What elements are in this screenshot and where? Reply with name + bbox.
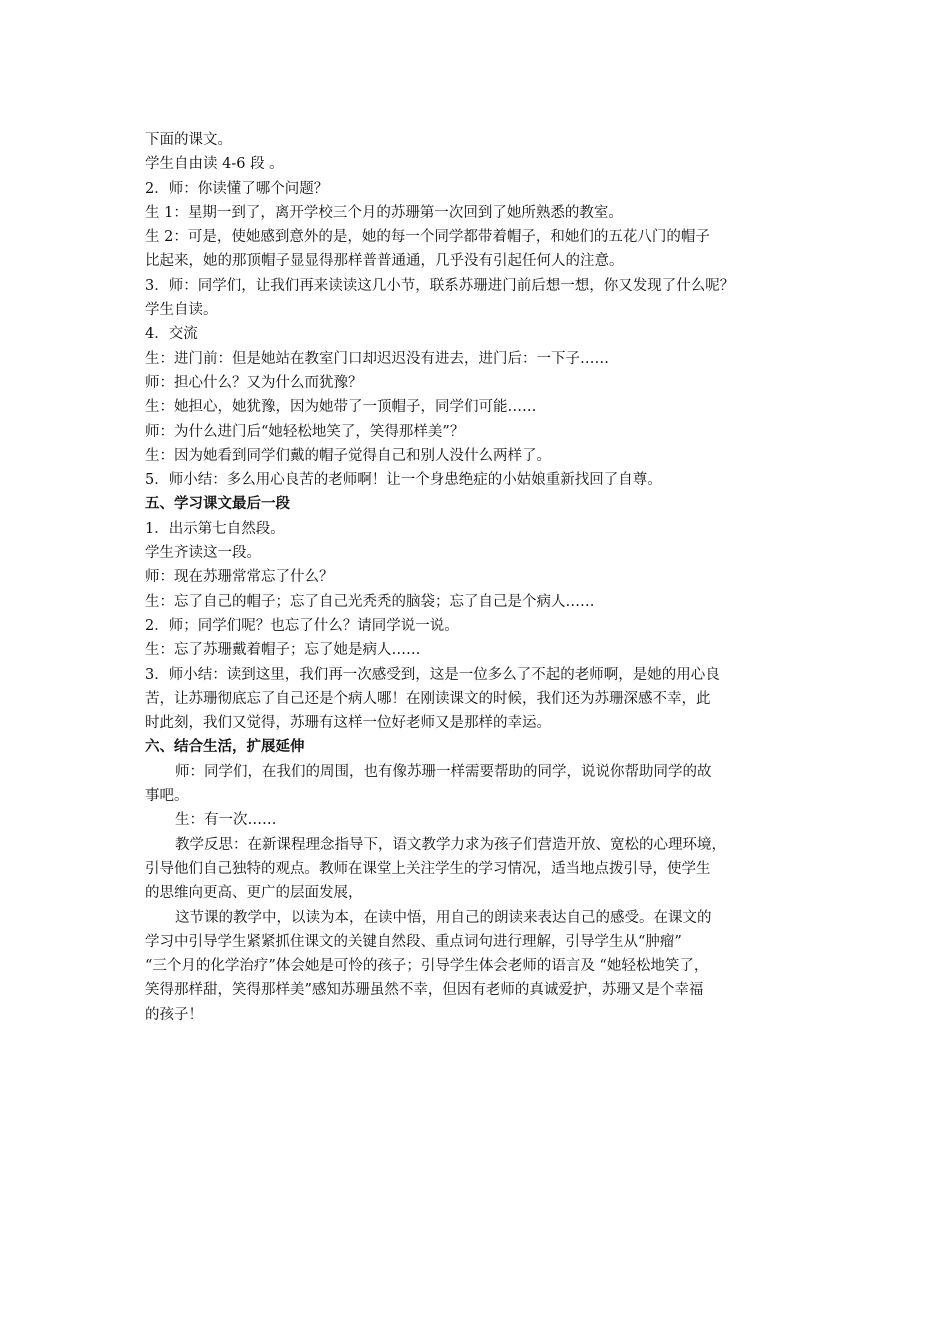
text-line: 师：担心什么？又为什么而犹豫？ bbox=[145, 374, 363, 391]
text-line: 生：有一次…… bbox=[175, 812, 277, 829]
text-line: 师：同学们，在我们的周围，也有像苏珊一样需要帮助的同学，说说你帮助同学的故 bbox=[175, 763, 712, 780]
text-line: 3．师小结：读到这里，我们再一次感受到，这是一位多么了不起的老师啊，是她的用心良 bbox=[145, 666, 720, 683]
text-line: 2．师：你读懂了哪个问题？ bbox=[145, 180, 329, 197]
section-heading: 六、结合生活，扩展延伸 bbox=[145, 738, 305, 756]
text-line: 2．师；同学们呢？也忘了什么？请同学说一说。 bbox=[145, 617, 459, 634]
text-line: 生：因为她看到同学们戴的帽子觉得自己和别人没什么两样了。 bbox=[145, 447, 551, 464]
text-line: 学生齐读这一段。 bbox=[145, 545, 261, 562]
text-line: 笑得那样甜，笑得那样美”感知苏珊虽然不幸，但因有老师的真诚爱护，苏珊又是个幸福 bbox=[145, 982, 704, 999]
text-line: “三个月的化学治疗”体会她是可怜的孩子；引导学生体会老师的语言及 “她轻松地笑了， bbox=[145, 958, 709, 975]
document-body bbox=[145, 128, 809, 1027]
text-line: 生 2：可是，使她感到意外的是，她的每一个同学都带着帽子，和她们的五花八门的帽子 bbox=[145, 229, 710, 246]
section-heading: 五、学习课文最后一段 bbox=[145, 495, 290, 513]
text-line: 师：为什么进门后“她轻松地笑了，笑得那样美”？ bbox=[145, 423, 465, 440]
text-line: 1．出示第七自然段。 bbox=[145, 520, 285, 537]
text-line: 引导他们自己独特的观点。教师在课堂上关注学生的学习情况，适当地点拨引导，使学生 bbox=[145, 860, 711, 877]
text-line: 苦，让苏珊彻底忘了自己还是个病人哪！在刚读课文的时候，我们还为苏珊深感不幸，此 bbox=[145, 690, 711, 707]
text-line: 学习中引导学生紧紧抓住课文的关键自然段、重点词句进行理解，引导学生从“肿瘤” bbox=[145, 933, 682, 950]
text-line: 这节课的教学中，以读为本，在读中悟，用自己的朗读来表达自己的感受。在课文的 bbox=[175, 909, 712, 926]
text-line: 下面的课文。 bbox=[145, 132, 232, 148]
text-line: 生：忘了自己的帽子；忘了自己光秃秃的脑袋；忘了自己是个病人…… bbox=[145, 593, 595, 610]
text-line: 学生自读。 bbox=[145, 302, 218, 319]
text-line: 生 1：星期一到了，离开学校三个月的苏珊第一次回到了她所熟悉的教室。 bbox=[145, 204, 623, 221]
text-line: 4．交流 bbox=[145, 326, 198, 343]
text-line: 比起来，她的那顶帽子显显得那样普普通通，几乎没有引起任何人的注意。 bbox=[145, 253, 624, 270]
text-line: 生：她担心，她犹豫，因为她带了一顶帽子，同学们可能…… bbox=[145, 399, 537, 416]
text-line: 生：忘了苏珊戴着帽子；忘了她是病人…… bbox=[145, 642, 421, 659]
text-line: 5．师小结：多么用心良苦的老师啊！让一个身患绝症的小姑娘重新找回了自尊。 bbox=[145, 472, 662, 489]
text-line: 事吧。 bbox=[145, 788, 189, 805]
text-line: 的思维向更高、更广的层面发展， bbox=[145, 885, 363, 902]
text-line: 3．师：同学们，让我们再来读读这几小节，联系苏珊进门前后想一想，你又发现了什么呢？ bbox=[145, 277, 735, 294]
text-line: 生：进门前：但是她站在教室门口却迟迟没有进去，进门后：一下子…… bbox=[145, 350, 609, 367]
text-line: 学生自由读 4-6 段 。 bbox=[145, 156, 284, 173]
text-line: 的孩子！ bbox=[145, 1006, 203, 1023]
text-line: 时此刻，我们又觉得，苏珊有这样一位好老师又是那样的幸运。 bbox=[145, 715, 551, 732]
text-line: 教学反思：在新课程理念指导下，语文教学力求为孩子们营造开放、宽松的心理环境， bbox=[175, 836, 726, 853]
text-line: 师：现在苏珊常常忘了什么？ bbox=[145, 569, 334, 586]
